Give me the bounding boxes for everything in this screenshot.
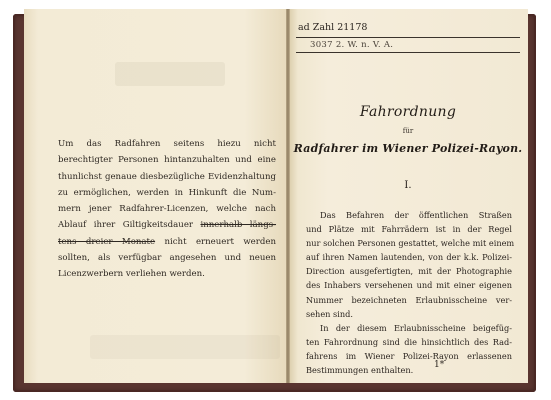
title-connector: für — [402, 127, 414, 135]
reference-number: ad Zahl 21178 — [298, 22, 368, 33]
struck-text: innerhalb längs- — [200, 220, 277, 231]
text-line: des Inhabers versehenen und mit einer eigenen — [306, 280, 512, 291]
text-line: Das Befahren der öffentlichen Straßen — [320, 210, 512, 220]
show-through-smudge — [90, 335, 280, 359]
section-number: I. — [404, 180, 412, 191]
text-line: sehen sind. — [306, 308, 353, 319]
text-line: In der diesem Erlaubnisscheine beigefüg- — [320, 322, 512, 333]
text-line: tens dreier Monate nicht erneuert werden — [58, 236, 276, 247]
text-line: Direction ausgefertigten, mit der Photographie — [306, 266, 512, 277]
text-line: Licenzwerbern verliehen werden. — [58, 269, 205, 280]
text-line: Ablauf ihrer Giltigkeitsdauer innerhalb längs- — [58, 220, 277, 231]
reference-sub: 3037 2. W. n. V. A. — [310, 40, 394, 50]
text-line: nur solchen Personen gestattet, welche mit einem — [306, 238, 515, 249]
page-signature-mark: 1* — [434, 360, 445, 370]
text-line: ten Fahrordnung sind die hinsichtlich des Rad- — [306, 336, 512, 347]
text-line: Nummer bezeichneten Erlaubnisscheine ver- — [306, 294, 512, 305]
text-line: fahrens im Wiener Polizei-Rayon erlassenen — [306, 350, 512, 361]
reference-rule-top — [296, 37, 520, 38]
document-title: Fahrordnung — [359, 104, 457, 120]
text-line: mern jener Radfahrer-Licenzen, welche nach — [58, 204, 276, 215]
text-line: sollten, als verfügbar angesehen und neuen — [58, 253, 276, 264]
text-line: und Plätze mit Fahrrädern ist in der Regel — [306, 224, 512, 235]
show-through-smudge — [115, 62, 225, 86]
text-line: Bestimmungen enthalten. — [306, 365, 414, 376]
book-spine — [286, 9, 290, 383]
right-page-body — [306, 208, 515, 377]
left-page-paragraph — [58, 136, 276, 283]
struck-text: tens dreier Monate — [58, 236, 156, 247]
text-line: zu ermöglichen, werden in Hinkunft die Num- — [58, 187, 276, 198]
text-line: berechtigter Personen hintanzuhalten und eine — [58, 155, 276, 166]
text-line: Um das Radfahren seitens hiezu nicht — [58, 139, 276, 149]
text-line: thunlichst genaue diesbezügliche Evidenzhaltung — [58, 171, 276, 182]
document-subtitle: Radfahrer im Wiener Polizei-Rayon. — [293, 142, 523, 155]
reference-rule-bottom — [296, 52, 520, 53]
text-line: auf ihren Namen lautenden, von der k.k. Polizei- — [306, 252, 512, 263]
